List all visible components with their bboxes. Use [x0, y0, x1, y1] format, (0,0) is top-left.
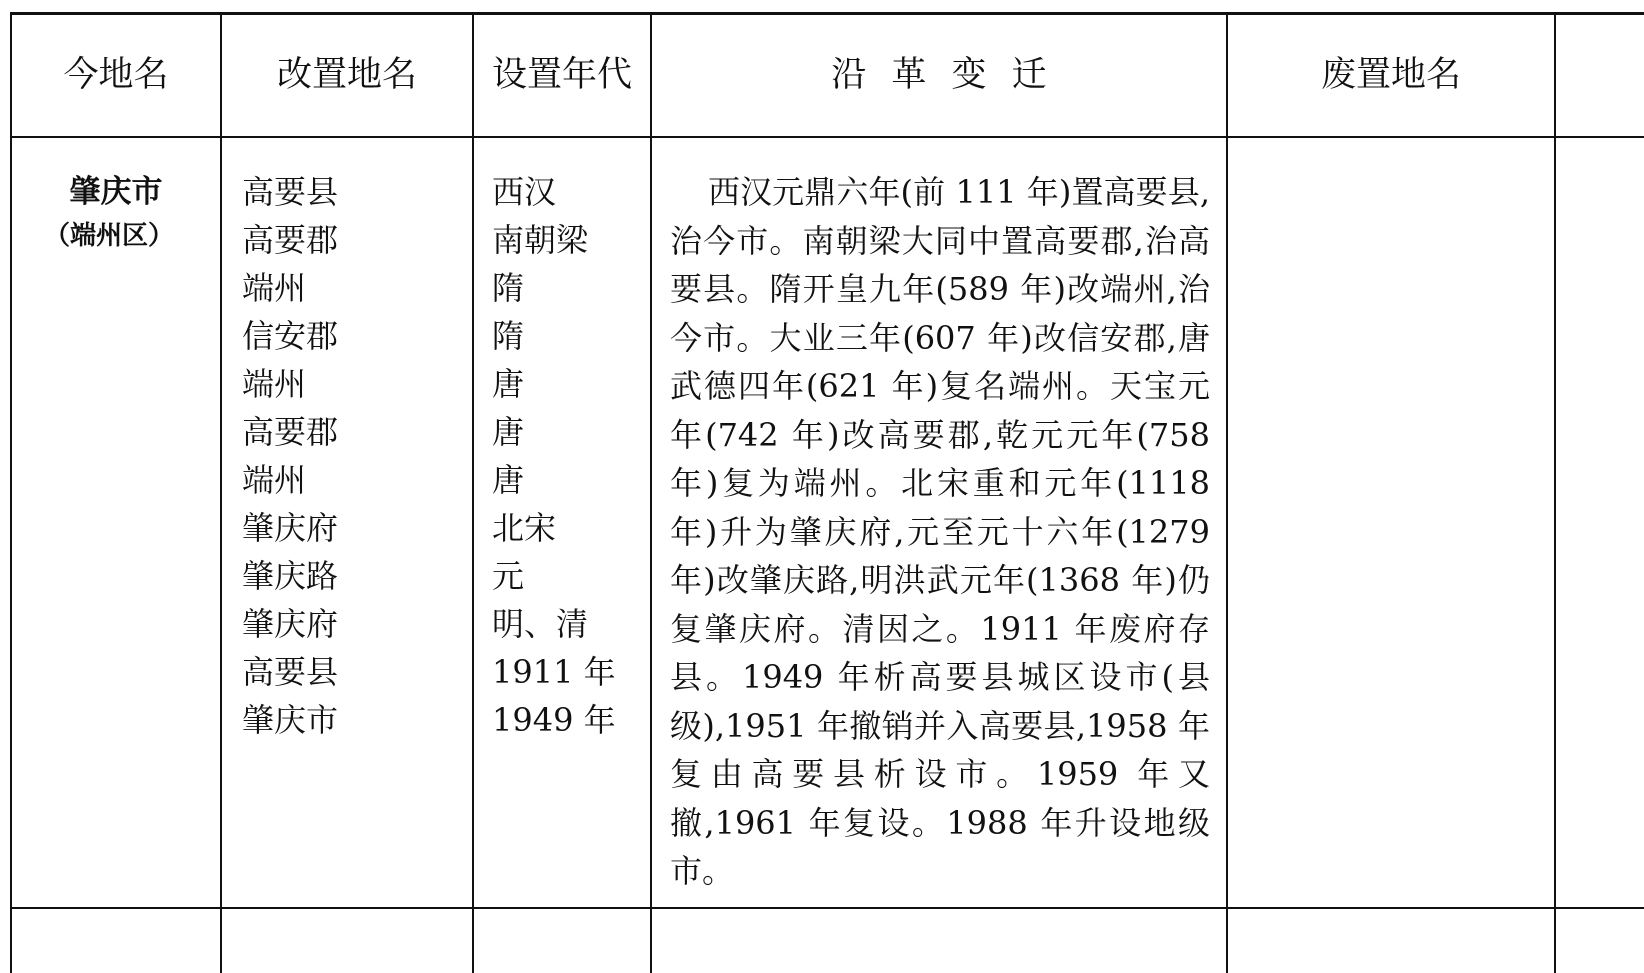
- column-border-2: [472, 12, 474, 973]
- era-item: 唐: [492, 413, 525, 451]
- header-established-era: 设置年代: [491, 55, 632, 95]
- current-subname: （端州区）: [43, 221, 174, 251]
- table-top-border: [10, 12, 1644, 15]
- renamed-item: 高要郡: [242, 221, 339, 259]
- era-item: 北宋: [492, 509, 557, 547]
- era-item: 隋: [492, 317, 525, 355]
- era-item: 明、清: [492, 605, 589, 643]
- era-item: 1911 年: [492, 653, 616, 691]
- column-border-1: [220, 12, 222, 973]
- era-item: 隋: [492, 269, 525, 307]
- header-history: 沿 革 变 迁: [831, 55, 1047, 95]
- renamed-list: [242, 168, 462, 744]
- renamed-item: 肇庆路: [242, 557, 339, 595]
- era-item: 唐: [492, 365, 525, 403]
- renamed-item: 肇庆府: [242, 509, 339, 547]
- era-item: 1949 年: [492, 701, 616, 739]
- current-name: 肇庆市: [69, 174, 163, 210]
- header-renamed-name: 改置地名: [276, 55, 417, 95]
- era-item: 唐: [492, 461, 525, 499]
- header-current-name: 今地名: [63, 55, 169, 95]
- renamed-item: 端州: [242, 269, 307, 307]
- column-border-left: [10, 12, 12, 973]
- era-item: 南朝梁: [492, 221, 589, 259]
- header-divider: [10, 136, 1644, 138]
- renamed-item: 端州: [242, 365, 307, 403]
- renamed-item: 高要郡: [242, 413, 339, 451]
- header-abolished-name: 废置地名: [1320, 55, 1461, 95]
- renamed-item: 端州: [242, 461, 307, 499]
- history-text: 西汉元鼎六年(前 111 年)置高要县,治今市。南朝梁大同中置高要郡,治高要县。隋开皇九年(589 年)改端州,治今市。大业三年(607 年)改信安郡,唐武德四年(621 年)复名端州。天宝元年(742 年)改高要郡,乾元元年(758 年)复为端州。北宋重和元年(1118 年)升为肇庆府,元至元十六年(1279 年)改肇庆路,明洪武元年(1368 年)仍复肇庆府。清因之。1911 年废府存县。1949 年析高要县城区设市(县级),1951 年撤销并入高要县,1958 年复由高要县析设市。1959 年又撤,1961 年复设。1988 年升设地级市。: [670, 173, 1210, 890]
- renamed-item: 信安郡: [242, 317, 339, 355]
- column-border-right: [1554, 12, 1556, 973]
- row-divider: [10, 907, 1644, 909]
- renamed-item: 高要县: [242, 653, 339, 691]
- renamed-item: 肇庆府: [242, 605, 339, 643]
- era-item: 元: [492, 557, 525, 595]
- column-border-3: [650, 12, 652, 973]
- renamed-item: 高要县: [242, 173, 339, 211]
- current-name-cell: [12, 170, 220, 258]
- era-list: [492, 168, 642, 744]
- era-item: 西汉: [492, 173, 557, 211]
- renamed-item: 肇庆市: [242, 701, 339, 739]
- column-border-4: [1226, 12, 1228, 973]
